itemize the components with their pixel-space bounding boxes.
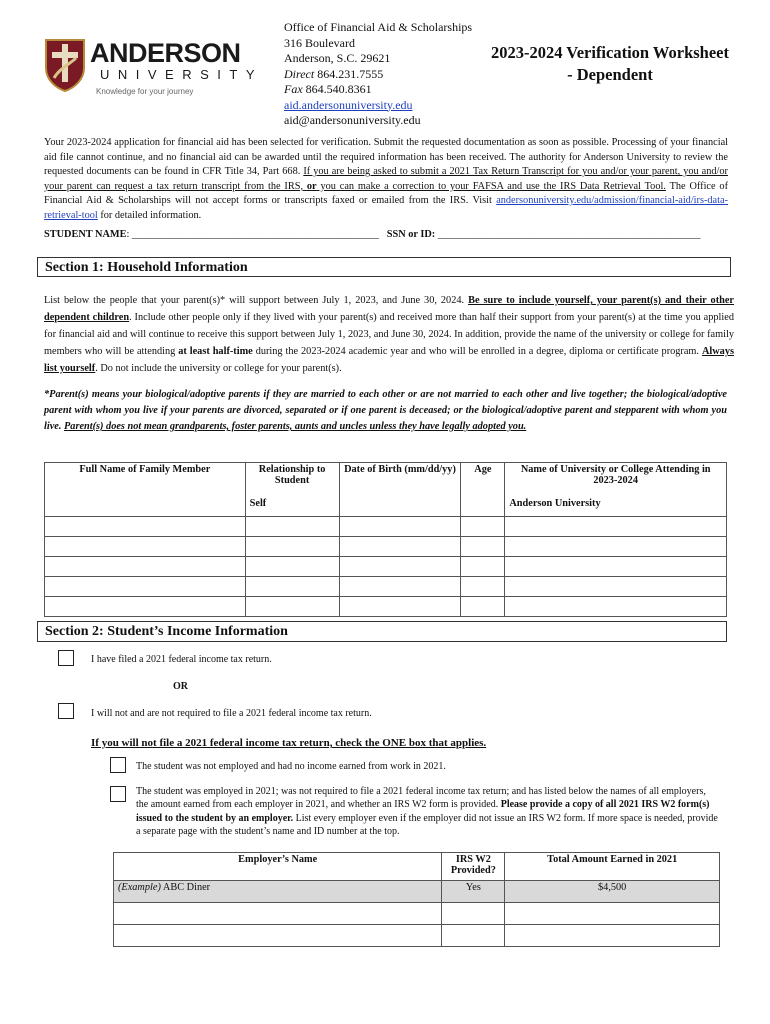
office-name: Office of Financial Aid & Scholarships xyxy=(284,20,473,34)
employed-checkbox[interactable] xyxy=(110,786,126,802)
household-cell[interactable] xyxy=(245,577,339,597)
section1-title: Section 1: Household Information xyxy=(37,257,731,277)
example-amount: $4,500 xyxy=(505,881,720,903)
table-row xyxy=(45,537,727,557)
logo-subname: UNIVERSITY xyxy=(100,67,264,82)
household-cell[interactable] xyxy=(461,597,505,617)
col-dob: Date of Birth (mm/dd/yy) xyxy=(339,463,461,498)
household-cell[interactable] xyxy=(461,517,505,537)
household-cell[interactable] xyxy=(45,537,246,557)
office-fax: Fax 864.540.8361 xyxy=(284,82,372,96)
irs-drt-link[interactable]: andersonuniversity.edu/admission/financial-aid/irs-data-retrieval-tool xyxy=(44,195,728,221)
household-cell[interactable] xyxy=(461,497,505,517)
household-table xyxy=(44,462,727,617)
household-cell: Anderson University xyxy=(505,497,727,517)
office-city: Anderson, S.C. 29621 xyxy=(284,51,391,65)
crest-icon xyxy=(44,38,86,92)
household-cell[interactable] xyxy=(45,517,246,537)
household-cell[interactable] xyxy=(461,537,505,557)
not-filing-instruction: If you will not file a 2021 federal income tax return, check the ONE box that applies. xyxy=(91,737,487,749)
col-full-name: Full Name of Family Member xyxy=(45,463,246,498)
household-cell[interactable] xyxy=(505,597,727,617)
not-filing-checkbox[interactable] xyxy=(58,703,74,719)
not-employed-label: The student was not employed and had no income earned from work in 2021. xyxy=(136,761,446,772)
example-employer: (Example) ABC Diner xyxy=(114,881,442,903)
table-row xyxy=(45,497,727,517)
employer-cell[interactable] xyxy=(114,925,442,947)
or-divider: OR xyxy=(173,681,188,692)
household-cell[interactable] xyxy=(505,537,727,557)
office-email: aid@andersonuniversity.edu xyxy=(284,113,421,127)
employer-cell[interactable] xyxy=(114,903,442,925)
student-name-label: STUDENT NAME xyxy=(44,229,127,240)
col-college: Name of University or College Attending in 2023-2024 xyxy=(505,463,727,498)
household-cell[interactable] xyxy=(339,517,461,537)
household-cell[interactable] xyxy=(45,577,246,597)
filed-return-label: I have filed a 2021 federal income tax return. xyxy=(91,654,272,665)
office-address xyxy=(284,20,472,129)
table-row xyxy=(45,557,727,577)
employed-label: The student was employed in 2021; was not required to file a 2021 federal income tax return; and has listed below the names of all employers, the amount earned from each employer in 2021, and whether an IRS W2 form is provided. Please provide a copy of all 2021 IRS W2 form(s) issued to the student by an employer. List every employer even if the employer did not issue an IRS W2 form. If more space is needed, provide a separate page with the student’s name and ID number at the top. xyxy=(136,786,718,838)
household-cell[interactable] xyxy=(45,497,246,517)
table-row xyxy=(45,577,727,597)
household-cell[interactable] xyxy=(45,597,246,617)
table-row xyxy=(114,903,720,925)
not-filing-label: I will not and are not required to file a 2021 federal income tax return. xyxy=(91,708,372,719)
col-age: Age xyxy=(461,463,505,498)
household-cell[interactable] xyxy=(45,557,246,577)
table-row xyxy=(45,597,727,617)
household-cell: Self xyxy=(245,497,339,517)
logo-name: ANDERSON xyxy=(90,38,241,68)
household-cell[interactable] xyxy=(339,497,461,517)
household-cell[interactable] xyxy=(339,557,461,577)
col-amount-earned: Total Amount Earned in 2021 xyxy=(505,853,720,881)
not-employed-checkbox[interactable] xyxy=(110,757,126,773)
student-name-field[interactable]: : ________________________________________________ xyxy=(126,229,380,240)
office-direct: Direct 864.231.7555 xyxy=(284,66,384,81)
ssn-label: SSN or ID: xyxy=(386,229,436,240)
col-relationship: Relationship to Student xyxy=(245,463,339,498)
household-cell[interactable] xyxy=(339,577,461,597)
employer-cell[interactable] xyxy=(505,925,720,947)
table-row xyxy=(114,925,720,947)
household-cell[interactable] xyxy=(245,517,339,537)
logo-tagline: Knowledge for your journey xyxy=(96,87,194,96)
university-logo xyxy=(44,36,264,98)
office-website-link[interactable]: aid.andersonuniversity.edu xyxy=(284,97,413,112)
household-cell[interactable] xyxy=(505,517,727,537)
household-cell[interactable] xyxy=(339,597,461,617)
household-cell[interactable] xyxy=(461,557,505,577)
col-employer-name: Employer’s Name xyxy=(114,853,442,881)
household-cell[interactable] xyxy=(245,537,339,557)
office-street: 316 Boulevard xyxy=(284,35,355,50)
employer-table xyxy=(113,852,720,947)
example-w2: Yes xyxy=(442,881,505,903)
intro-paragraph: Your 2023-2024 application for financial aid has been selected for verification. Submit the requested documentation as soon as possible. Processing of your financial aid file cannot continue, and no financial aid can be awarded until the required information has been received. The authority for Anderson University to review the requested documents can be found in CFR Title 34, Part 668. If you are being asked to submit a 2021 Tax Return Transcript for you and/or your parent, you and/or your parent can request a tax return transcript from the IRS, or you can make a correction to your FAFSA and use the IRS Data Retrieval Tool. The Office of Financial Aid & Scholarships will not accept forms or transcripts faxed or emailed from the IRS. Visit andersonuniversity.edu/admission/financial-aid/irs-data-retrieval-tool for detailed information. xyxy=(44,137,729,221)
household-cell[interactable] xyxy=(505,577,727,597)
household-cell[interactable] xyxy=(245,597,339,617)
page-title: 2023-2024 Verification Worksheet - Dependent xyxy=(490,43,730,84)
household-cell[interactable] xyxy=(461,577,505,597)
employer-cell[interactable] xyxy=(442,903,505,925)
section2-title: Section 2: Student’s Income Information xyxy=(37,621,727,642)
employer-cell[interactable] xyxy=(442,925,505,947)
filed-return-checkbox[interactable] xyxy=(58,650,74,666)
example-row xyxy=(114,881,720,903)
employer-cell[interactable] xyxy=(505,903,720,925)
household-cell[interactable] xyxy=(245,557,339,577)
table-row xyxy=(45,517,727,537)
student-id-line xyxy=(44,229,734,240)
ssn-field[interactable]: ___________________________________________________ xyxy=(435,229,701,240)
household-instructions: List below the people that your parent(s)* will support between July 1, 2023, and June 30, 2024. Be sure to include yourself, your parent(s) and their other dependent children. Include other people only if they lived with your parent(s) and received more than half their support from your parent(s) at the time you applied for financial aid and will continue to receive this support between July 1, 2023, and June 30, 2024. In addition, provide the name of the university or college for family members who will be attending at least half-time during the 2023-2024 academic year and who will be enrolled in a degree, diploma or certificate program. Always list yourself. Do not include the university or college for your parent(s). xyxy=(44,295,735,374)
household-cell[interactable] xyxy=(505,557,727,577)
household-cell[interactable] xyxy=(339,537,461,557)
parent-definition: *Parent(s) means your biological/adoptive parents if they are married to each other or are not married to each other and live together; the biological/adoptive parent with whom you live if your parents are divorced, separated or if one parent is deceased; or the biological/adoptive parent and stepparent with whom you live. Parent(s) does not mean grandparents, foster parents, aunts and uncles unless they have legally adopted you. xyxy=(44,389,727,432)
col-w2-provided: IRS W2 Provided? xyxy=(442,853,505,881)
